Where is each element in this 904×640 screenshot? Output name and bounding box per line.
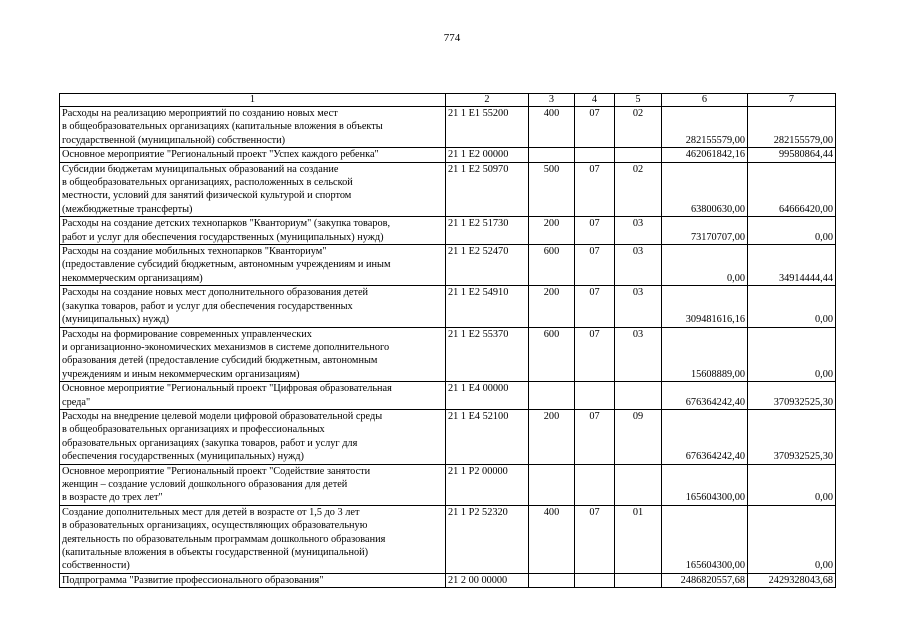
row-col5: 09 (615, 409, 662, 464)
row-col5: 02 (615, 107, 662, 148)
table-row (60, 107, 836, 148)
header-cell: 4 (575, 94, 615, 107)
budget-table (59, 93, 836, 588)
row-value-7: 34914444,44 (748, 245, 836, 286)
row-value-6: 676364242,40 (662, 409, 748, 464)
row-col3: 200 (529, 286, 575, 327)
row-col4 (575, 148, 615, 162)
row-value-7: 0,00 (748, 327, 836, 382)
page-number: 774 (443, 32, 461, 44)
row-col5: 03 (615, 327, 662, 382)
row-col3 (529, 148, 575, 162)
row-value-6: 15608889,00 (662, 327, 748, 382)
row-value-6: 2486820557,68 (662, 573, 748, 587)
header-cell: 3 (529, 94, 575, 107)
row-code: 21 1 E2 00000 (446, 148, 529, 162)
row-code: 21 1 P2 00000 (446, 464, 529, 505)
row-col3: 200 (529, 217, 575, 245)
row-col5 (615, 573, 662, 587)
row-col4: 07 (575, 409, 615, 464)
row-code: 21 1 E2 50970 (446, 162, 529, 217)
row-col3: 400 (529, 505, 575, 573)
row-col4 (575, 573, 615, 587)
row-name: Расходы на формирование современных управленческих и организационно-экономических механизмов в системе дополнительного образования детей (предоставление субсидий бюджетным, автономным учреждениям и иным некоммерческим организациям) (60, 327, 446, 382)
table-row (60, 148, 836, 162)
row-name: Расходы на создание новых мест дополнительного образования детей (закупка товаров, работ и услуг для обеспечения государственных (муниципальных) нужд) (60, 286, 446, 327)
row-value-6: 0,00 (662, 245, 748, 286)
row-value-6: 73170707,00 (662, 217, 748, 245)
row-code: 21 2 00 00000 (446, 573, 529, 587)
row-col3: 500 (529, 162, 575, 217)
row-value-7: 99580864,44 (748, 148, 836, 162)
row-col4: 07 (575, 286, 615, 327)
row-col5: 02 (615, 162, 662, 217)
table-header-row (60, 94, 836, 107)
row-code: 21 1 E4 00000 (446, 382, 529, 410)
row-name: Создание дополнительных мест для детей в возрасте от 1,5 до 3 лет в образовательных организациях, осуществляющих образовательную деятельность по образовательным программам дошкольного образования (капитальные вложения в объекты государственной (муниципальной) собственности) (60, 505, 446, 573)
row-code: 21 1 E2 51730 (446, 217, 529, 245)
header-cell: 6 (662, 94, 748, 107)
row-name: Основное мероприятие "Региональный проект "Содействие занятости женщин – создание условий дошкольного образования для детей в возрасте до трех лет" (60, 464, 446, 505)
row-col5 (615, 382, 662, 410)
row-value-7: 0,00 (748, 217, 836, 245)
row-code: 21 1 E2 55370 (446, 327, 529, 382)
table-row (60, 327, 836, 382)
row-code: 21 1 E1 55200 (446, 107, 529, 148)
row-col4: 07 (575, 162, 615, 217)
row-col4 (575, 464, 615, 505)
row-name: Субсидии бюджетам муниципальных образований на создание в общеобразовательных организациях, расположенных в сельской местности, условий для занятий физической культурой и спортом (межбюджетные трансферты) (60, 162, 446, 217)
row-col4: 07 (575, 245, 615, 286)
row-code: 21 1 P2 52320 (446, 505, 529, 573)
header-cell: 2 (446, 94, 529, 107)
row-value-7: 370932525,30 (748, 409, 836, 464)
row-col4: 07 (575, 217, 615, 245)
table-row (60, 409, 836, 464)
row-col3: 400 (529, 107, 575, 148)
table-row (60, 505, 836, 573)
row-code: 21 1 E4 52100 (446, 409, 529, 464)
row-name: Основное мероприятие "Региональный проект "Цифровая образовательная среда" (60, 382, 446, 410)
row-code: 21 1 E2 52470 (446, 245, 529, 286)
table-row (60, 162, 836, 217)
row-value-7: 282155579,00 (748, 107, 836, 148)
row-value-7: 0,00 (748, 286, 836, 327)
row-col5: 01 (615, 505, 662, 573)
header-cell: 7 (748, 94, 836, 107)
row-col5 (615, 148, 662, 162)
row-col3 (529, 573, 575, 587)
row-col3: 200 (529, 409, 575, 464)
row-col5: 03 (615, 245, 662, 286)
row-col3 (529, 382, 575, 410)
row-code: 21 1 E2 54910 (446, 286, 529, 327)
row-value-7: 2429328043,68 (748, 573, 836, 587)
row-value-6: 676364242,40 (662, 382, 748, 410)
table-row (60, 573, 836, 587)
row-name: Расходы на реализацию мероприятий по созданию новых мест в общеобразовательных организациях (капитальные вложения в объекты государственной (муниципальной) собственности) (60, 107, 446, 148)
table-row (60, 217, 836, 245)
row-col4: 07 (575, 505, 615, 573)
row-value-7: 0,00 (748, 505, 836, 573)
table-row (60, 245, 836, 286)
table-row (60, 382, 836, 410)
row-col5: 03 (615, 217, 662, 245)
row-value-6: 282155579,00 (662, 107, 748, 148)
row-name: Подпрограмма "Развитие профессионального образования" (60, 573, 446, 587)
row-value-7: 64666420,00 (748, 162, 836, 217)
row-name: Основное мероприятие "Региональный проект "Успех каждого ребенка" (60, 148, 446, 162)
row-value-7: 0,00 (748, 464, 836, 505)
row-col4: 07 (575, 107, 615, 148)
row-name: Расходы на создание детских технопарков "Кванториум" (закупка товаров, работ и услуг для обеспечения государственных (муниципальных) нужд) (60, 217, 446, 245)
row-col3: 600 (529, 327, 575, 382)
row-value-6: 165604300,00 (662, 464, 748, 505)
row-col5: 03 (615, 286, 662, 327)
row-value-6: 309481616,16 (662, 286, 748, 327)
table-row (60, 286, 836, 327)
row-value-6: 165604300,00 (662, 505, 748, 573)
row-name: Расходы на внедрение целевой модели цифровой образовательной среды в общеобразовательных организациях и профессиональных образовательных организациях (закупка товаров, работ и услуг для обеспечения государственных (муниципальных) нужд) (60, 409, 446, 464)
row-value-7: 370932525,30 (748, 382, 836, 410)
header-cell: 5 (615, 94, 662, 107)
row-value-6: 63800630,00 (662, 162, 748, 217)
row-value-6: 462061842,16 (662, 148, 748, 162)
row-col5 (615, 464, 662, 505)
row-col4 (575, 382, 615, 410)
row-col4: 07 (575, 327, 615, 382)
row-col3 (529, 464, 575, 505)
row-name: Расходы на создание мобильных технопарков "Кванториум" (предоставление субсидий бюджетным, автономным учреждениям и иным некоммерческим организациям) (60, 245, 446, 286)
table-row (60, 464, 836, 505)
header-cell: 1 (60, 94, 446, 107)
row-col3: 600 (529, 245, 575, 286)
